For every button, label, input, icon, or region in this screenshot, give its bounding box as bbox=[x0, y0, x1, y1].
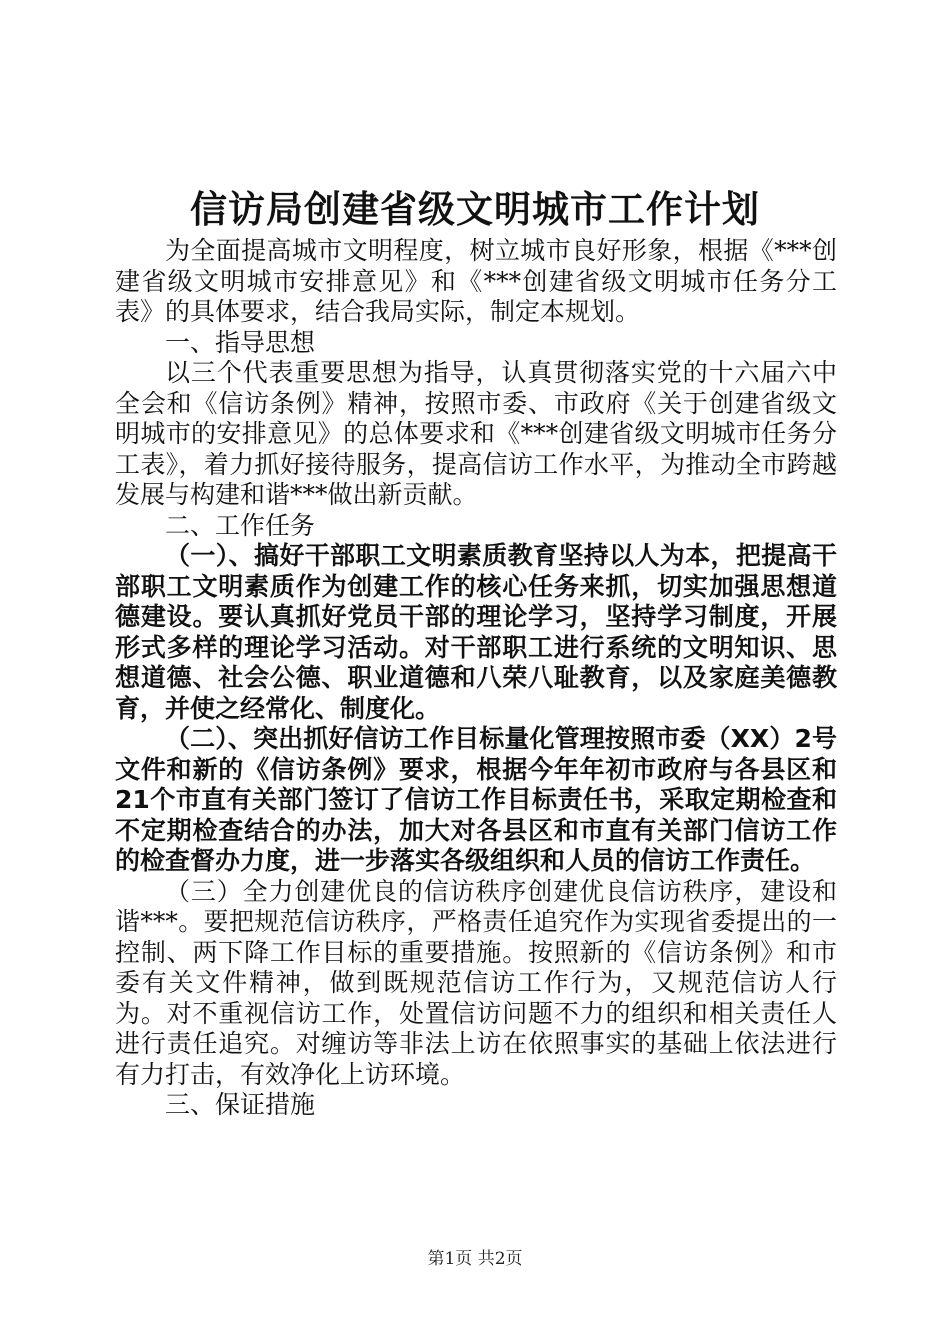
section-heading-work-tasks: 二、工作任务 bbox=[165, 510, 316, 540]
section-heading-guarantee-measures: 三、保证措施 bbox=[165, 1090, 316, 1119]
guiding-ideology-paragraph: 以三个代表重要思想为指导，认真贯彻落实党的十六届六中全会和《信访条例》精神，按照市委、市政府《关于创建省级文明城市的安排意见》的总体要求和《***创建省级文明城市任务分工表》，着力抓好接待服务，提高信访工作水平，为推动全市跨越发展与构建和谐***做出新贡献。 bbox=[115, 358, 837, 509]
page-footer: 第1页 共2页 bbox=[427, 1249, 523, 1269]
task-paragraph-3: （三）全力创建优良的信访秩序创建优良信访秩序，建设和谐***。要把规范信访秩序，严格责任追究作为实现省委提出的一控制、两下降工作目标的重要措施。按照新的《信访条例》和市委有关文件精神，做到既规范信访工作行为，又规范信访人行为。对不重视信访工作，处置信访问题不力的组织和相关责任人进行责任追究。对缠访等非法上访在依照事实的基础上依法进行有力打击，有效净化上访环境。 bbox=[115, 876, 837, 1089]
section-heading-guiding-ideology: 一、指导思想 bbox=[165, 327, 316, 357]
document-title: 信访局创建省级文明城市工作计划 bbox=[190, 188, 760, 231]
task-paragraph-1: （一）、搞好干部职工文明素质教育坚持以人为本，把提高干部职工文明素质作为创建工作的核心任务来抓，切实加强思想道德建设。要认真抓好党员干部的理论学习，坚持学习制度，开展形式多样的理论学习活动。对干部职工进行系统的文明知识、思想道德、社会公德、职业道德和八荣八耻教育，以及家庭美德教育，并使之经常化、制度化。 bbox=[115, 541, 837, 723]
document-body bbox=[115, 236, 837, 1121]
intro-paragraph: 为全面提高城市文明程度，树立城市良好形象，根据《***创建省级文明城市安排意见》和《***创建省级文明城市任务分工表》的具体要求，结合我局实际，制定本规划。 bbox=[115, 236, 837, 326]
task-paragraph-2: （二）、突出抓好信访工作目标量化管理按照市委（XX）2号文件和新的《信访条例》要求，根据今年年初市政府与各县区和21个市直有关部门签订了信访工作目标责任书，采取定期检查和不定期检查结合的办法，加大对各县区和市直有关部门信访工作的检查督办力度，进一步落实各级组织和人员的信访工作责任。 bbox=[115, 724, 837, 875]
